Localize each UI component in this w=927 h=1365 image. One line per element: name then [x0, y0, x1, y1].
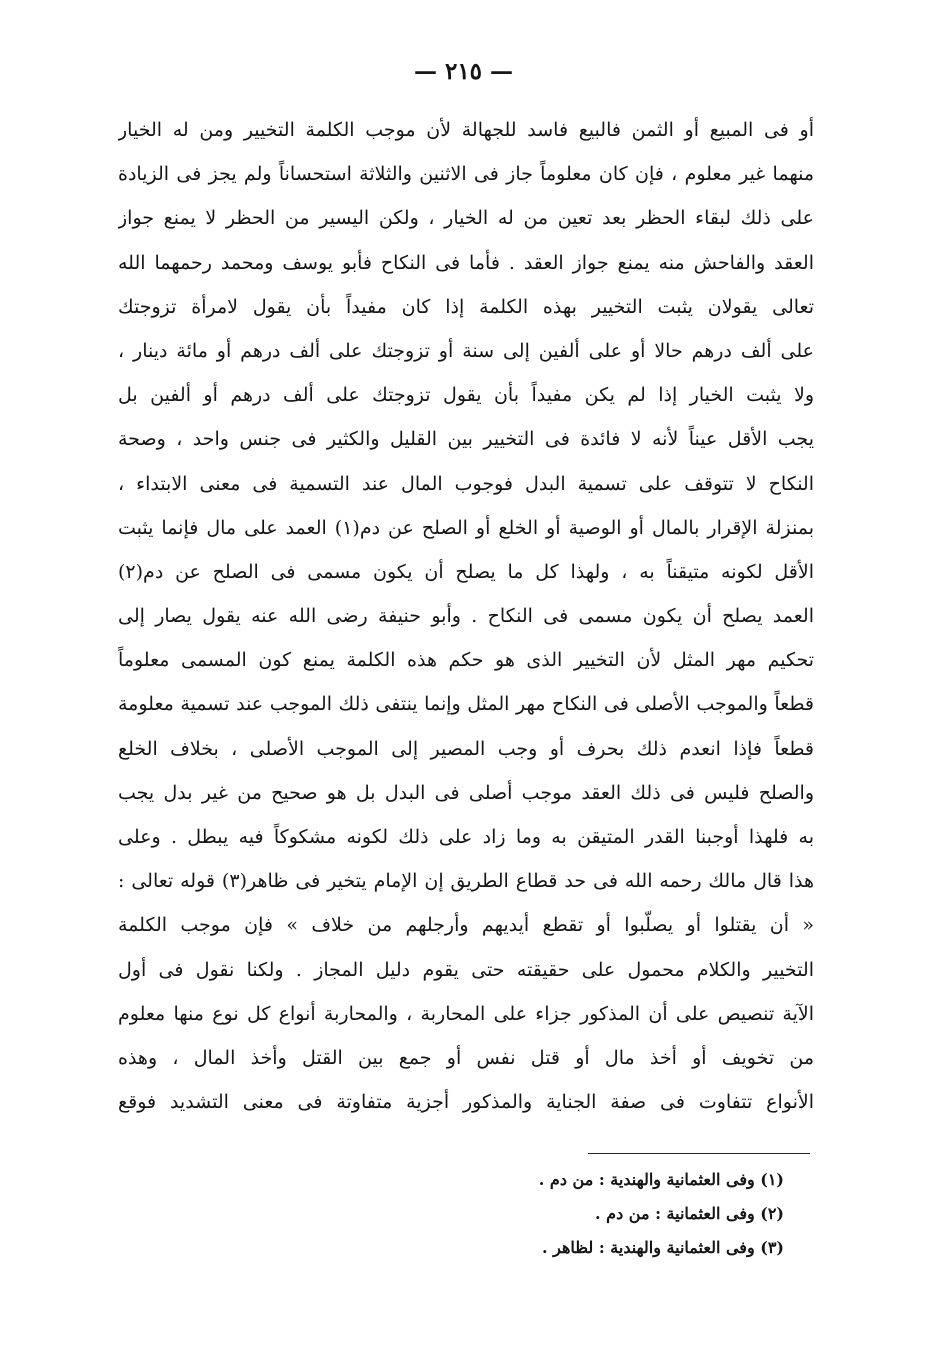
footnotes — [300, 1163, 784, 1265]
text-line: منهما غير معلوم ، فإن كان معلوماً جاز فى الاثنين والثلاثة استحساناً ولم يجز فى الزيادة — [118, 163, 814, 186]
text-line: « أن يقتلوا أو يصلّبوا أو تقطع أيديهم وأرجلهم من خلاف » فإن موجب الكلمة — [118, 914, 814, 937]
text-line: والصلح فليس فى ذلك العقد موجب أصلى فى البدل بل هو صحيح من غير بدل يجب — [118, 781, 814, 804]
text-line: يجب الأقل عيناً لأنه لا فائدة فى التخيير بين القليل والكثير فى جنس واحد ، وصحة — [118, 428, 814, 451]
text-line: به فلهذا أوجبنا القدر المتيقن به وما زاد على ذلك لكونه مشكوكاً فيه يبطل . وعلى — [118, 826, 814, 848]
text-line: قطعاً فإذا انعدم ذلك بحرف أو وجب المصير إلى الموجب الأصلى ، بخلاف الخلع — [118, 737, 814, 760]
text-line: الأنواع تتفاوت فى صفة الجناية والمذكور أجزية متفاوتة فى معنى التشديد فوقع — [118, 1091, 814, 1114]
text-line: بمنزلة الإقرار بالمال أو الوصية أو الخلع أو الصلح عن دم(١) العمد على مال فإنما يثبت — [118, 516, 814, 539]
text-line: النكاح لا تتوقف على تسمية البدل فوجوب المال عند التسمية فى معنى الابتداء ، — [118, 472, 814, 495]
text-line: على ذلك لبقاء الحظر بعد تعين من له الخيار ، ولكن اليسير من الحظر لا يمنع جواز — [118, 207, 814, 230]
text-line: تحكيم مهر المثل لأن التخيير الذى هو حكم هذه الكلمة يمنع كون المسمى معلوماً — [118, 649, 814, 672]
text-line: من تخويف أو أخذ مال أو قتل نفس أو جمع بين القتل وأخذ المال ، وهذه — [118, 1046, 814, 1069]
text-line: الأقل لكونه متيقناً به ، ولهذا كل ما يصلح أن يكون مسمى فى الصلح عن دم(٢) — [118, 560, 814, 583]
text-line: ولا يثبت الخيار إذا لم يكن مفيداً بأن يقول تزوجتك على ألف درهم أو ألفين بل — [118, 384, 814, 407]
footnote: (٣) وفى العثمانية والهندية : لظاهر . — [541, 1238, 784, 1257]
text-line: العمد يصلح أن يكون مسمى فى النكاح . وأبو حنيفة رضى الله عنه يقول يصار إلى — [118, 605, 814, 628]
text-line: أو فى المبيع أو الثمن فالبيع فاسد للجهالة لأن موجب الكلمة التخيير ومن له الخيار — [118, 119, 814, 141]
text-line: على ألف درهم حالا أو على ألفين إلى سنة أو تزوجتك على ألف درهم أو مائة دينار ، — [118, 339, 814, 362]
text-line: قطعاً والموجب الأصلى فى النكاح مهر المثل وإنما ينتفى ذلك الموجب عند تسمية معلومة — [118, 693, 814, 716]
text-line: هذا قال مالك رحمه الله فى حد قطاع الطريق إن الإمام يتخير فى ظاهر(٣) قوله تعالى : — [118, 870, 814, 893]
footnote: (٢) وفى العثمانية : من دم . — [595, 1204, 784, 1223]
footnote-divider — [588, 1153, 810, 1154]
text-line: العقد والفاحش منه يمنع جواز العقد . فأما فى النكاح فأبو يوسف ومحمد رحمهما الله — [118, 251, 814, 274]
body-text — [118, 108, 814, 1124]
page-number: — ٢١٥ — — [413, 58, 514, 85]
footnote: (١) وفى العثمانية والهندية : من دم . — [538, 1170, 784, 1189]
text-line: التخيير والكلام محمول على حقيقته حتى يقوم دليل المجاز . ولكنا نقول فى أول — [118, 958, 814, 981]
text-line: تعالى يقولان يثبت التخيير بهذه الكلمة إذا كان مفيداً بأن يقول لامرأة تزوجتك — [118, 295, 814, 318]
text-line: الآية تنصيص على أن المذكور جزاء على المحاربة ، والمحاربة أنواع كل نوع منها معلوم — [118, 1002, 814, 1025]
